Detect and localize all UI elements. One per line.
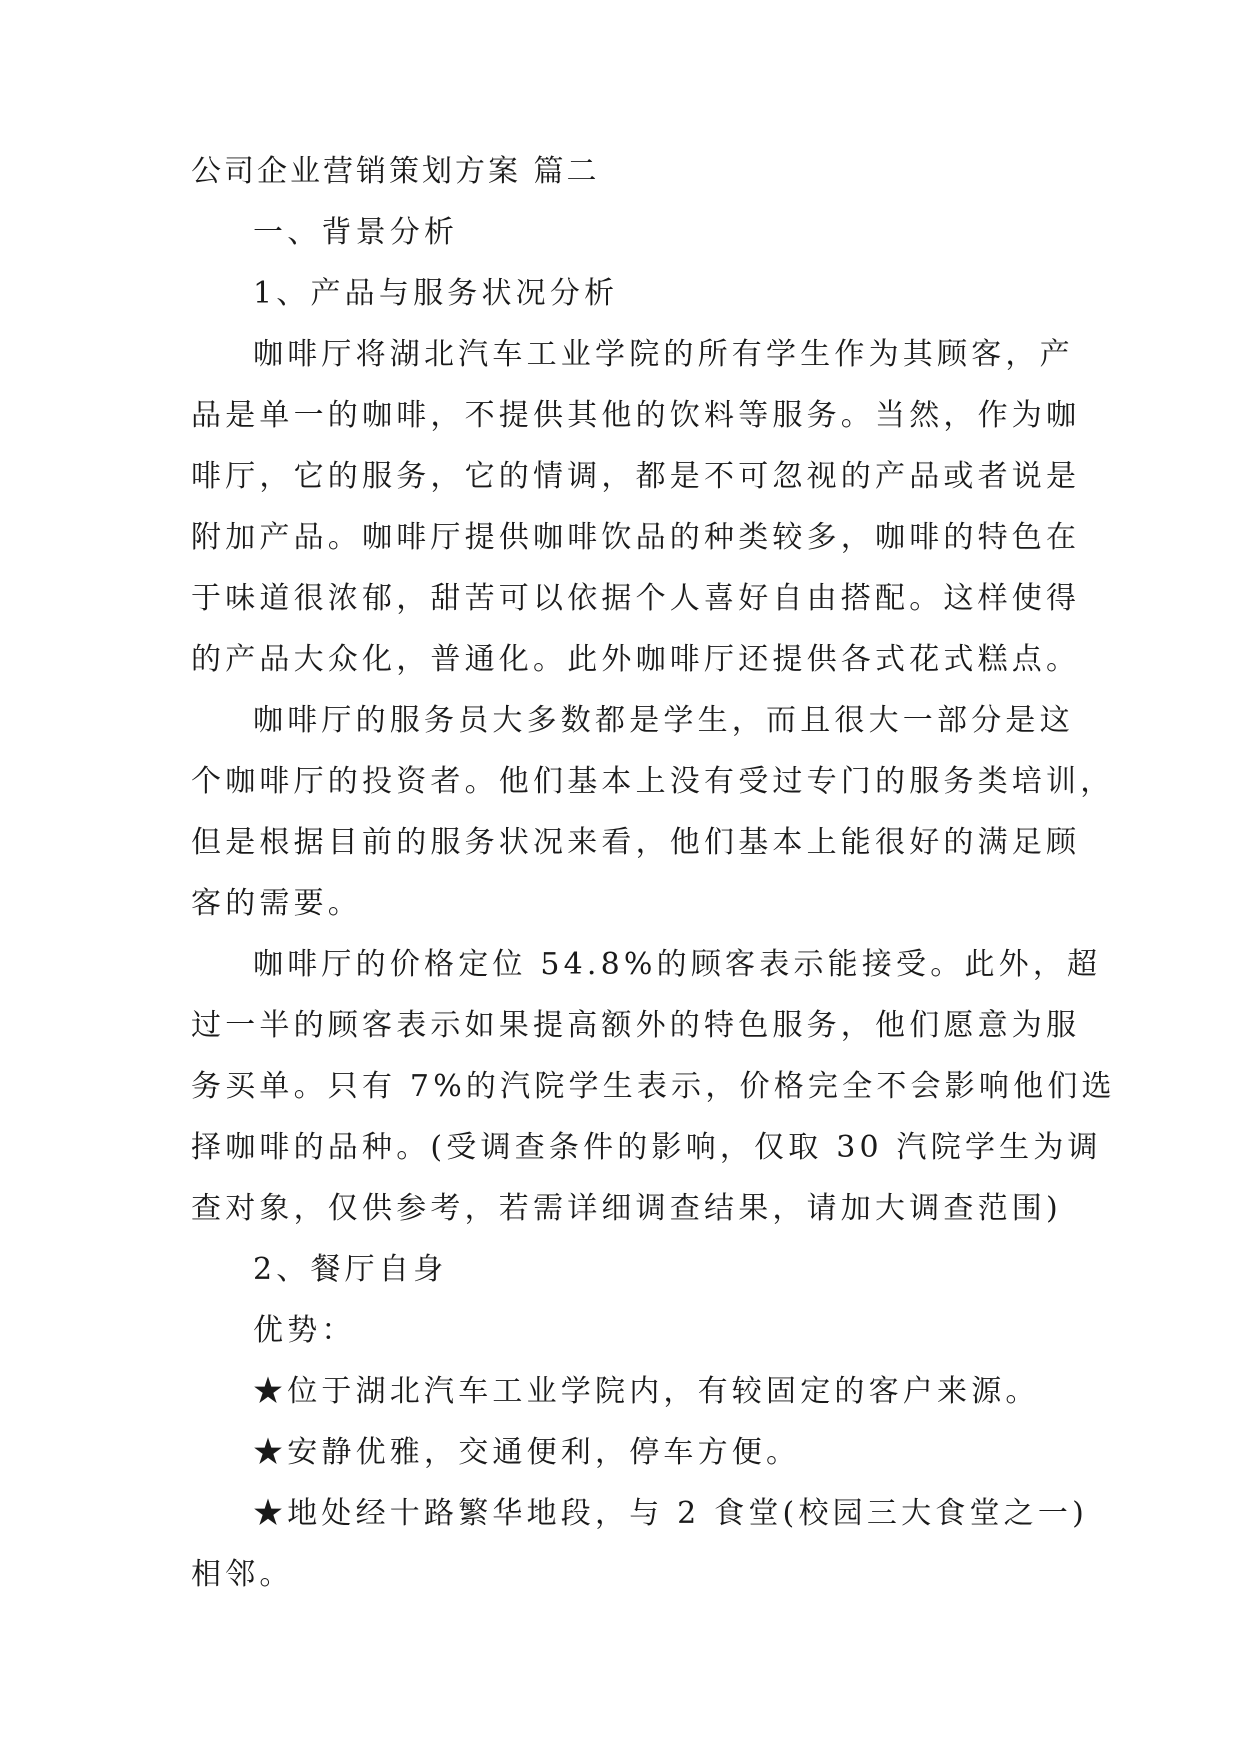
list-item-continuation: 相邻。 [191, 1557, 294, 1592]
paragraph-line: 附加产品。咖啡厅提供咖啡饮品的种类较多，咖啡的特色在 [191, 520, 1081, 555]
document-title: 公司企业营销策划方案 篇二 [191, 154, 600, 189]
paragraph-line: 查对象，仅供参考，若需详细调查结果，请加大调查范围) [191, 1191, 1062, 1226]
paragraph-line: 咖啡厅将湖北汽车工业学院的所有学生作为其顾客，产 [253, 337, 1074, 372]
subsection-heading: 2、餐厅自身 [253, 1252, 448, 1287]
list-item: ★安静优雅，交通便利，停车方便。 [253, 1435, 801, 1470]
section-heading: 一、背景分析 [253, 215, 459, 250]
list-item: ★位于湖北汽车工业学院内，有较固定的客户来源。 [253, 1374, 1040, 1409]
paragraph-line: 过一半的顾客表示如果提高额外的特色服务，他们愿意为服 [191, 1008, 1081, 1043]
paragraph-line: 于味道很浓郁，甜苦可以依据个人喜好自由搭配。这样使得 [191, 581, 1081, 616]
paragraph-line: 品是单一的咖啡，不提供其他的饮料等服务。当然，作为咖 [191, 398, 1081, 433]
paragraph-line: 啡厅，它的服务，它的情调，都是不可忽视的产品或者说是 [191, 459, 1081, 494]
paragraph-line: 的产品大众化，普通化。此外咖啡厅还提供各式花式糕点。 [191, 642, 1081, 677]
paragraph-line: 务买单。只有 7%的汽院学生表示，价格完全不会影响他们选 [191, 1069, 1116, 1104]
subsection-heading: 1、产品与服务状况分析 [253, 276, 619, 311]
paragraph-line: 客的需要。 [191, 886, 362, 921]
paragraph-line: 咖啡厅的服务员大多数都是学生，而且很大一部分是这 [253, 703, 1074, 738]
list-item: ★地处经十路繁华地段，与 2 食堂(校园三大食堂之一) [253, 1496, 1088, 1531]
paragraph-line: 择咖啡的品种。(受调查条件的影响，仅取 30 汽院学生为调 [191, 1130, 1102, 1165]
paragraph-line: 但是根据目前的服务状况来看，他们基本上能很好的满足顾 [191, 825, 1081, 860]
paragraph-line: 咖啡厅的价格定位 54.8%的顾客表示能接受。此外，超 [253, 947, 1102, 982]
list-heading: 优势： [253, 1313, 356, 1348]
paragraph-line: 个咖啡厅的投资者。他们基本上没有受过专门的服务类培训， [191, 764, 1115, 799]
